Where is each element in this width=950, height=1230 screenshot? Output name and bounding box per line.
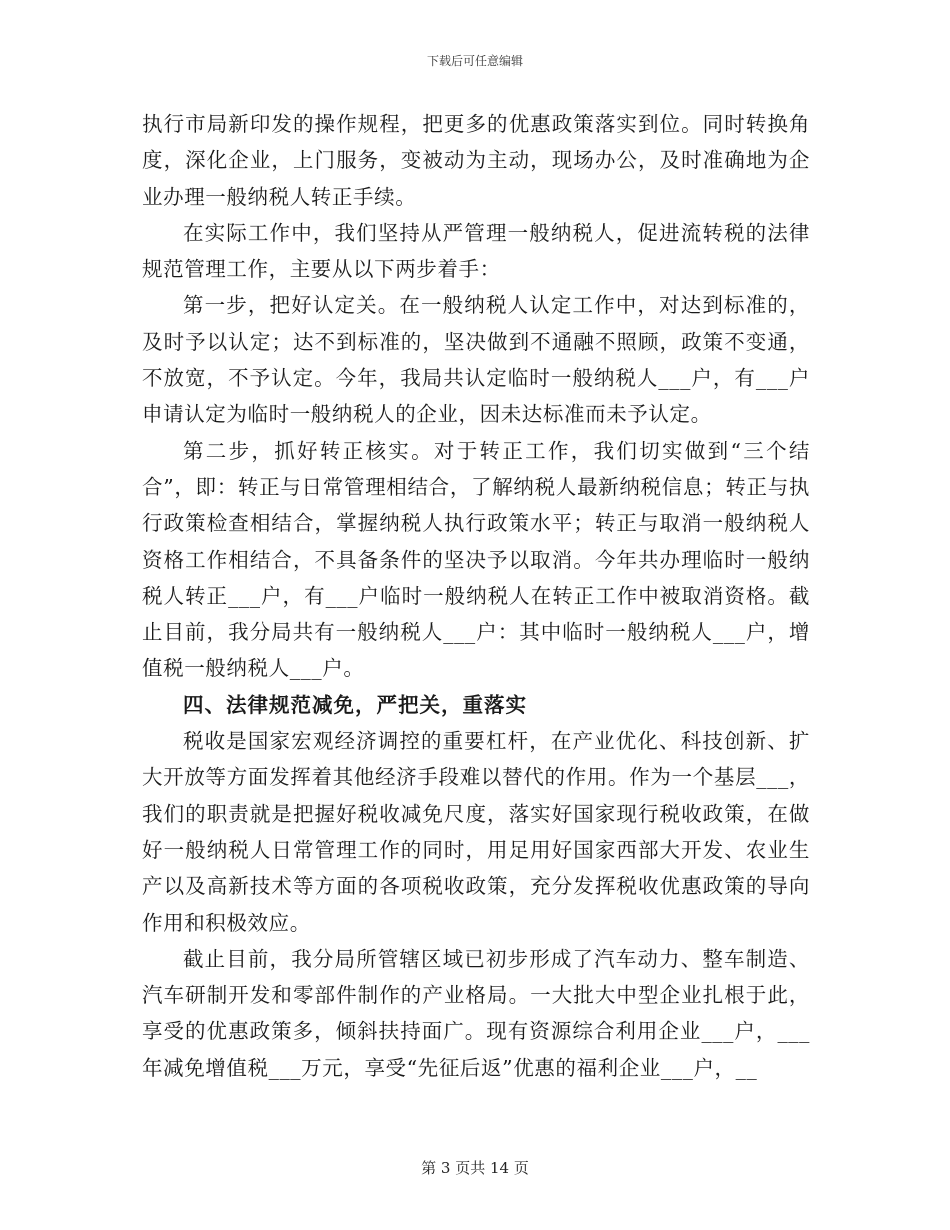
page-footer: 第 3 页共 14 页: [421, 1159, 529, 1177]
paragraph-5: 税收是国家宏观经济调控的重要杠杆，在产业优化、科技创新、扩大开放等方面发挥着其他经济手段难以替代的作用。作为一个基层___，我们的职责就是把握好税收减免尺度，落实好国家现行税收政策，在做好一般纳税人日常管理工作的同时，用足用好国家西部大开发、农业生产以及高新技术等方面的各项税收政策，充分发挥税收优惠政策的导向作用和积极效应。: [142, 729, 810, 935]
paragraph-6: 截止目前，我分局所管辖区域已初步形成了汽车动力、整车制造、汽车研制开发和零部件制作的产业格局。一大批大中型企业扎根于此，享受的优惠政策多，倾斜扶持面广。现有资源综合利用企业___户，___年减免增值税___万元，享受“先征后返”优惠的福利企业___户，__: [142, 946, 810, 1080]
paragraph-4: 第二步，抓好转正核实。对于转正工作，我们切实做到“三个结合”，即：转正与日常管理相结合，了解纳税人最新纳税信息；转正与执行政策检查相结合，掌握纳税人执行政策水平；转正与取消一般纳税人资格工作相结合，不具备条件的坚决予以取消。今年共办理临时一般纳税人转正___户，有___户临时一般纳税人在转正工作中被取消资格。截止目前，我分局共有一般纳税人___户：其中临时一般纳税人___户，增值税一般纳税人___户。: [142, 438, 810, 681]
document-body: [142, 106, 810, 1086]
page-header: 下载后可任意编辑: [426, 54, 523, 68]
paragraph-1: 执行市局新印发的操作规程，把更多的优惠政策落实到位。同时转换角度，深化企业，上门服务，变被动为主动，现场办公，及时准确地为企业办理一般纳税人转正手续。: [142, 112, 810, 209]
section-heading: 四、法律规范减免，严把关，重落实: [183, 692, 527, 717]
paragraph-3: 第一步，把好认定关。在一般纳税人认定工作中，对达到标准的，及时予以认定；达不到标准的，坚决做到不通融不照顾，政策不变通，不放宽，不予认定。今年，我局共认定临时一般纳税人___户，有___户申请认定为临时一般纳税人的企业，因未达标准而未予认定。: [142, 293, 810, 427]
paragraph-2: 在实际工作中，我们坚持从严管理一般纳税人，促进流转税的法律规范管理工作，主要从以下两步着手：: [142, 220, 810, 282]
